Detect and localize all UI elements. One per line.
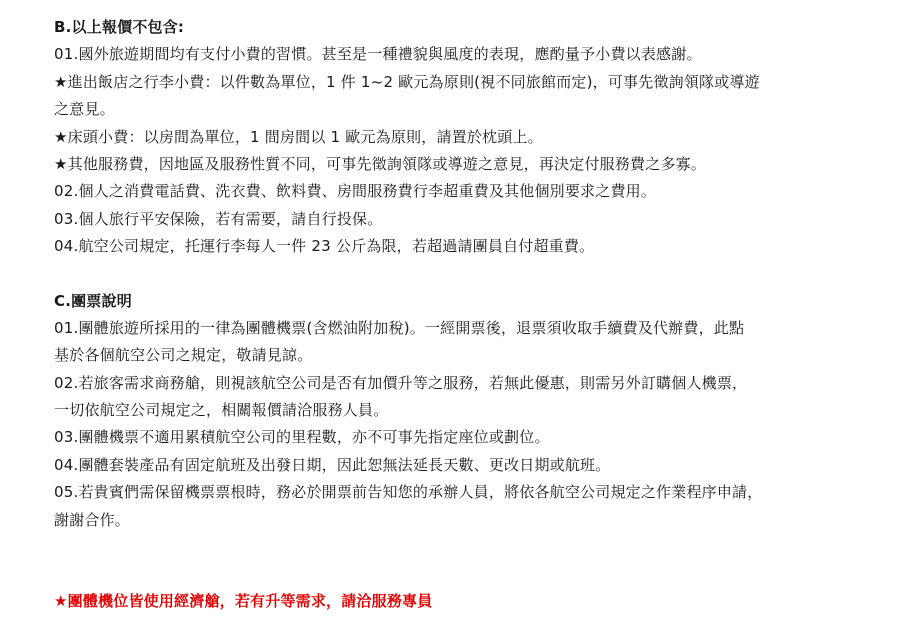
section-b-line: ★床頭小費：以房間為單位，1 間房間以 1 歐元為原則，請置於枕頭上。 [54,127,543,146]
document-body [54,14,874,615]
section-c-line: 基於各個航空公司之規定，敬請見諒。 [54,346,313,365]
section-c-line: 謝謝合作。 [54,510,131,529]
economy-class-notice: ★團體機位皆使用經濟艙，若有升等需求，請洽服務專員 [54,592,433,611]
section-c-title: C.團票說明 [54,291,132,310]
section-c-line: 04.團體套裝產品有固定航班及出發日期，因此恕無法延長天數、更改日期或航班。 [54,455,611,474]
section-b-line: ★其他服務費，因地區及服務性質不同，可事先徵詢領隊或導遊之意見，再決定付服務費之多寡。 [54,154,707,173]
section-b-title: B.以上報價不包含: [54,18,185,36]
section-b-line: 01.國外旅遊期間均有支付小費的習慣。甚至是一種禮貌與風度的表現，應酌量予小費以表感謝。 [54,45,702,64]
section-c-line: 一切依航空公司規定之，相關報價請洽服務人員。 [54,401,389,420]
section-spacer [54,534,874,588]
section-b-line: ★進出飯店之行李小費：以件數為單位，1 件 1~2 歐元為原則(視不同旅館而定)，可事先徵詢領隊或導遊 [54,72,760,91]
section-b-line: 03.個人旅行平安保險，若有需要，請自行投保。 [54,209,383,228]
section-spacer [54,261,874,288]
section-c-line: 02.若旅客需求商務艙，則視該航空公司是否有加價升等之服務，若無此優惠，則需另外訂購個人機票， [54,373,748,392]
section-c-line: 01.團體旅遊所採用的一律為團體機票(含燃油附加稅)。一經開票後，退票須收取手續費及代辦費，此點 [54,318,745,337]
section-b-line: 04.航空公司規定，托運行李每人一件 23 公斤為限，若超過請團員自付超重費。 [54,237,595,256]
section-b-line: 02.個人之消費電話費、洗衣費、飲料費、房間服務費行李超重費及其他個別要求之費用。 [54,182,657,201]
section-c-line: 05.若貴賓們需保留機票票根時，務必於開票前告知您的承辦人員，將依各航空公司規定之作業程序申請， [54,483,763,502]
section-b-line: 之意見。 [54,100,115,119]
section-c-line: 03.團體機票不適用累積航空公司的里程數，亦不可事先指定座位或劃位。 [54,428,550,447]
